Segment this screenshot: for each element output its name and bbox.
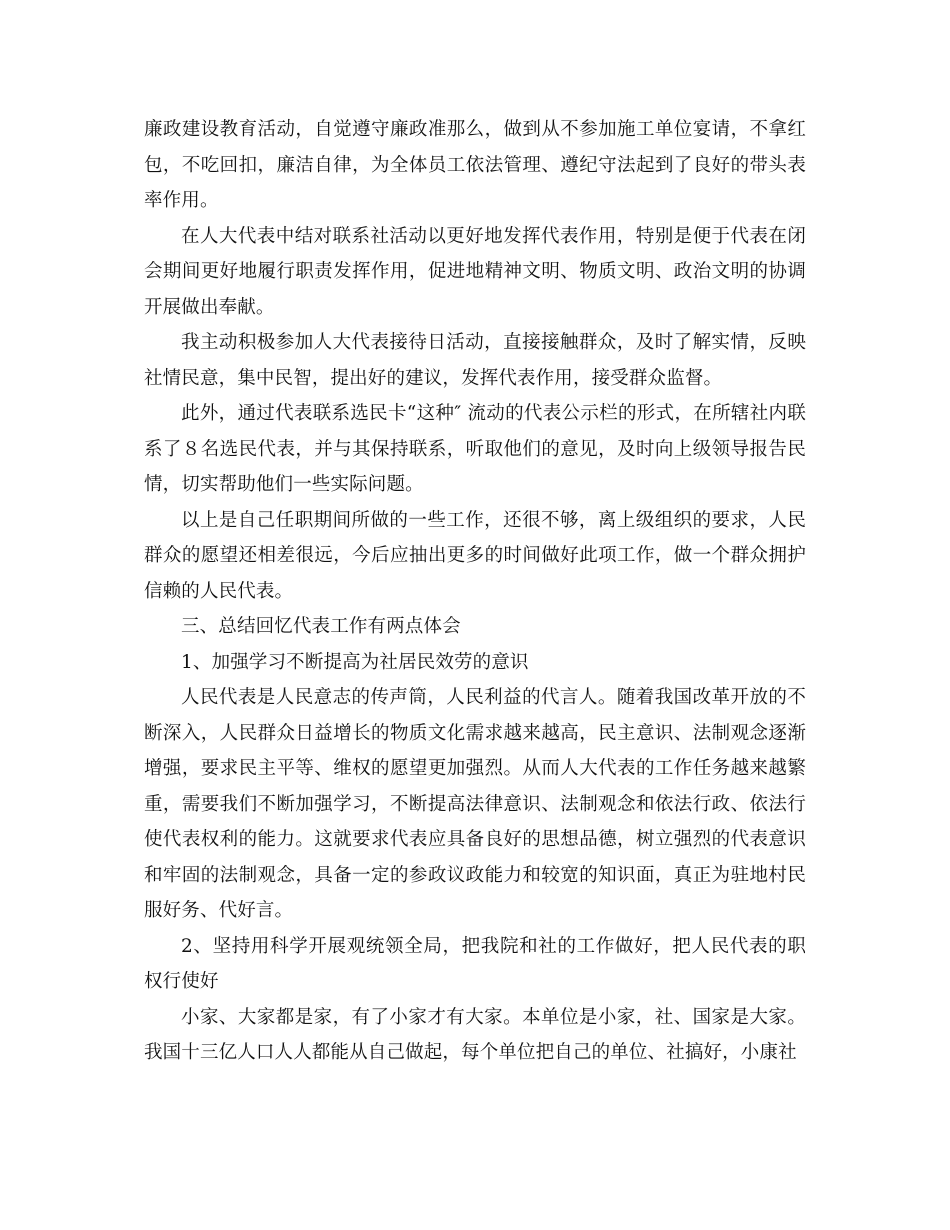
section-heading-experience: 三、总结回忆代表工作有两点体会 <box>181 616 461 637</box>
paragraph-representative-role: 人民代表是人民意志的传声筒，人民利益的代言人。随着我国改革开放的不断深入，人民群众日益增长的物质文化需求越来越高，民主意识、法制观念逐渐增强，要求民主平等、维权的愿望更加强烈。从而人大代表的工作任务越来越繁重，需要我们不断加强学习，不断提高法律意识、法制观念和依法行政、依法行使代表权利的能力。这就要求代表应具备良好的思想品德，树立强烈的代表意识和牢固的法制观念，具备一定的参政议政能力和较宽的知识面，真正为驻地村民服好务、代好言。 <box>144 687 806 921</box>
paragraph-liaison-activity: 在人大代表中结对联系社活动以更好地发挥代表作用，特别是便于代表在闭会期间更好地履行职责发挥作用，促进地精神文明、物质文明、政治文明的协调开展做出奉献。 <box>144 225 806 318</box>
paragraph-voter-card: 此外，通过代表联系选民卡“这种″ 流动的代表公示栏的形式，在所辖社内联系了８名选民代表，并与其保持联系，听取他们的意见，及时向上级领导报告民情，切实帮助他们一些实际问题。 <box>144 403 806 495</box>
paragraph-reception-day: 我主动积极参加人大代表接待日活动，直接接触群众，及时了解实情，反映社情民意，集中民智，提出好的建议，发挥代表作用，接受群众监督。 <box>144 332 806 389</box>
document-body <box>144 112 806 1071</box>
paragraph-small-family: 小家、大家都是家，有了小家才有大家。本单位是小家，社、国家是大家。我国十三亿人口人人都能从自己做起，每个单位把自己的单位、社搞好，小康社 <box>144 1006 806 1063</box>
paragraph-self-assessment: 以上是自己任职期间所做的一些工作，还很不够，离上级组织的要求，人民群众的愿望还相差很远，今后应抽出更多的时间做好此项工作，做一个群众拥护信赖的人民代表。 <box>144 509 806 602</box>
paragraph-continuation: 廉政建设教育活动，自觉遵守廉政准那么，做到从不参加施工单位宴请，不拿红包，不吃回扣，廉洁自律，为全体员工依法管理、遵纪守法起到了良好的带头表率作用。 <box>144 119 806 211</box>
subheading-scientific-development: 2、坚持用科学开展观统领全局，把我院和社的工作做好，把人民代表的职权行使好 <box>144 935 806 992</box>
subheading-study: 1、加强学习不断提高为社居民效劳的意识 <box>181 651 529 673</box>
